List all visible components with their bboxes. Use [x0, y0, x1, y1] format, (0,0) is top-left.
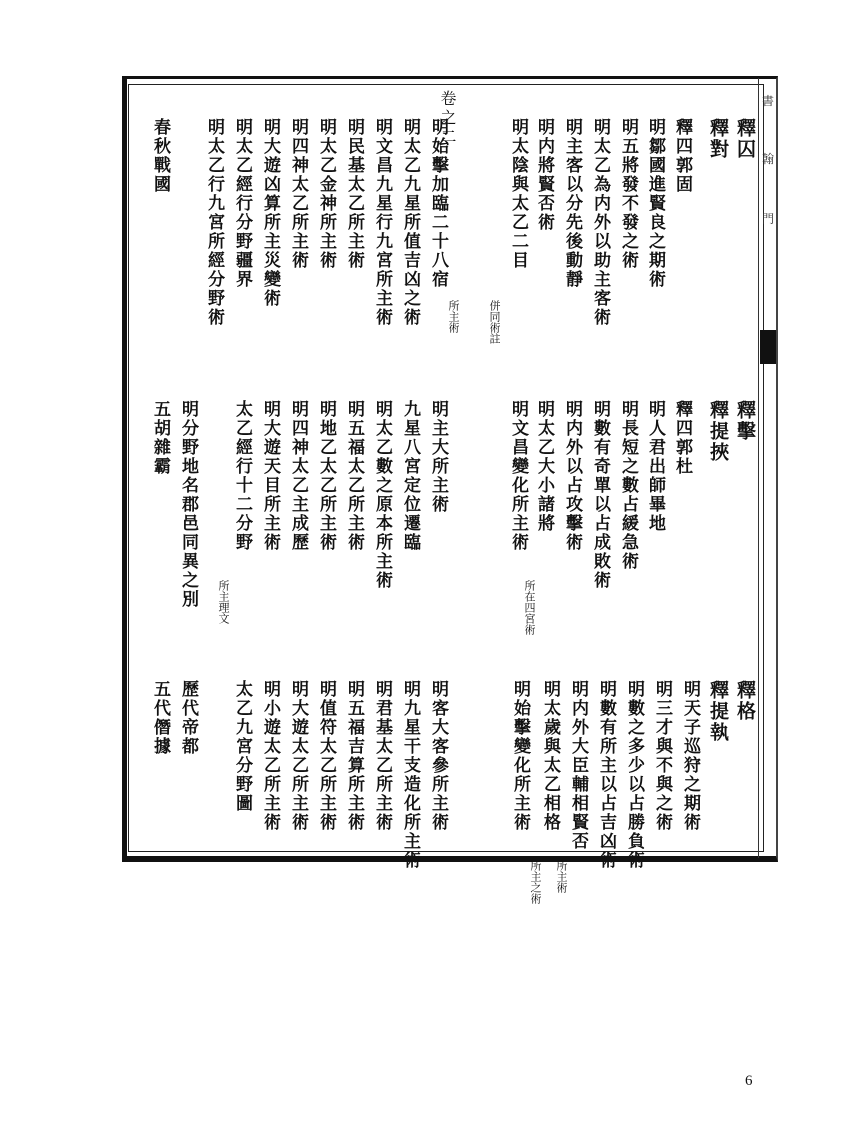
block-top-column: 明始擊加臨二十八宿 — [428, 118, 448, 289]
block-bottom-column: 五代僭據 — [150, 680, 170, 756]
block-bottom-column: 明五福吉算所主術 — [344, 680, 364, 832]
block-bottom-column: 明客大客參所主術 — [428, 680, 448, 832]
block-bottom-column: 明數有所主以占吉凶術 — [596, 680, 616, 870]
margin-char: 書 — [762, 94, 775, 108]
block-bottom-column: 明天子巡狩之期術 — [680, 680, 700, 832]
block-top-annotation: 併同術註 — [488, 300, 501, 344]
block-top-column: 明文昌九星行九宮所主術 — [372, 118, 392, 327]
block-bottom-column: 歷代帝都 — [178, 680, 198, 756]
block-top-column: 明太乙金神所主術 — [316, 118, 336, 270]
block-middle-column: 五胡雜霸 — [150, 400, 170, 476]
block-bottom-column: 明三才與不與之術 — [652, 680, 672, 832]
block-top-column: 明民基太乙所主術 — [344, 118, 364, 270]
block-middle-column: 明内外以占攻擊術 — [562, 400, 582, 552]
block-middle-column: 釋提挾 — [707, 400, 729, 463]
block-top-column: 明主客以分先後動靜 — [562, 118, 582, 289]
block-bottom-column: 明九星干支造化所主術 — [400, 680, 420, 870]
block-top-column: 明大遊凶算所主災變術 — [260, 118, 280, 308]
block-bottom-column: 明君基太乙所主術 — [372, 680, 392, 832]
block-middle-column: 明五福太乙所主術 — [344, 400, 364, 552]
block-bottom-column: 明小遊太乙所主術 — [260, 680, 280, 832]
block-top-column: 明五將發不發之術 — [618, 118, 638, 270]
block-middle-column: 九星八宮定位遷臨 — [400, 400, 420, 552]
block-top-column: 明太乙行九宮所經分野術 — [204, 118, 224, 327]
block-middle-column: 明人君出師畢地 — [645, 400, 665, 533]
fold-title: 卷之二 — [438, 90, 457, 147]
block-top-column: 明内將賢否術 — [534, 118, 554, 232]
block-middle-column: 明文昌變化所主術 — [508, 400, 528, 552]
block-bottom-column: 明數之多少以占勝負術 — [624, 680, 644, 870]
block-middle-column: 明太乙數之原本所主術 — [372, 400, 392, 590]
margin-char: 翰 — [762, 152, 775, 166]
block-top-column: 明太乙經行分野疆界 — [232, 118, 252, 289]
block-top-column: 釋四郭固 — [672, 118, 692, 194]
block-bottom-column: 明内外大臣輔相賢否 — [568, 680, 588, 851]
margin-char: 門 — [762, 212, 775, 226]
block-bottom-column: 太乙九宮分野圖 — [232, 680, 252, 813]
block-middle-column: 釋四郭杜 — [672, 400, 692, 476]
block-middle-column: 明長短之數占緩急術 — [618, 400, 638, 571]
block-top-column: 明四神太乙所主術 — [288, 118, 308, 270]
block-middle-column: 明數有奇單以占成敗術 — [590, 400, 610, 590]
margin-block — [760, 330, 776, 364]
block-top-column: 釋對 — [707, 118, 729, 160]
block-middle-column: 太乙經行十二分野 — [232, 400, 252, 552]
block-bottom-annotation: 所主術 — [555, 860, 568, 893]
block-bottom-column: 釋提執 — [707, 680, 729, 743]
block-middle-column: 明大遊天目所主術 — [260, 400, 280, 552]
page-number: 6 — [745, 1073, 753, 1089]
block-middle-annotation: 所在四宮術 — [523, 580, 536, 635]
block-top-column: 明太乙九星所值吉凶之術 — [400, 118, 420, 327]
block-middle-column: 明分野地名郡邑同異之別 — [178, 400, 198, 609]
block-middle-column: 明主大所主術 — [428, 400, 448, 514]
block-bottom-column: 釋格 — [734, 680, 756, 722]
margin-strip — [758, 78, 779, 858]
block-bottom-column: 明值符太乙所主術 — [316, 680, 336, 832]
block-top-column: 釋囚 — [734, 118, 756, 160]
block-top-column: 春秋戰國 — [150, 118, 170, 194]
block-bottom-column: 明大遊太乙所主術 — [288, 680, 308, 832]
block-middle-column: 釋擊 — [734, 400, 756, 442]
block-top-annotation: 所主術 — [447, 300, 460, 333]
block-bottom-annotation: 所主之術 — [529, 860, 542, 904]
block-bottom-column: 明始擊變化所主術 — [510, 680, 530, 832]
block-middle-column: 明地乙太乙所主術 — [316, 400, 336, 552]
block-top-column: 明太陰與太乙二目 — [508, 118, 528, 270]
block-bottom-column: 明太歲與太乙相格 — [540, 680, 560, 832]
block-middle-column: 明四神太乙主成歷 — [288, 400, 308, 552]
block-top-column: 明鄒國進賢良之期術 — [645, 118, 665, 289]
block-top-column: 明太乙為内外以助主客術 — [590, 118, 610, 327]
block-middle-annotation: 所主理文 — [217, 580, 230, 624]
block-middle-column: 明太乙大小諸將 — [534, 400, 554, 533]
